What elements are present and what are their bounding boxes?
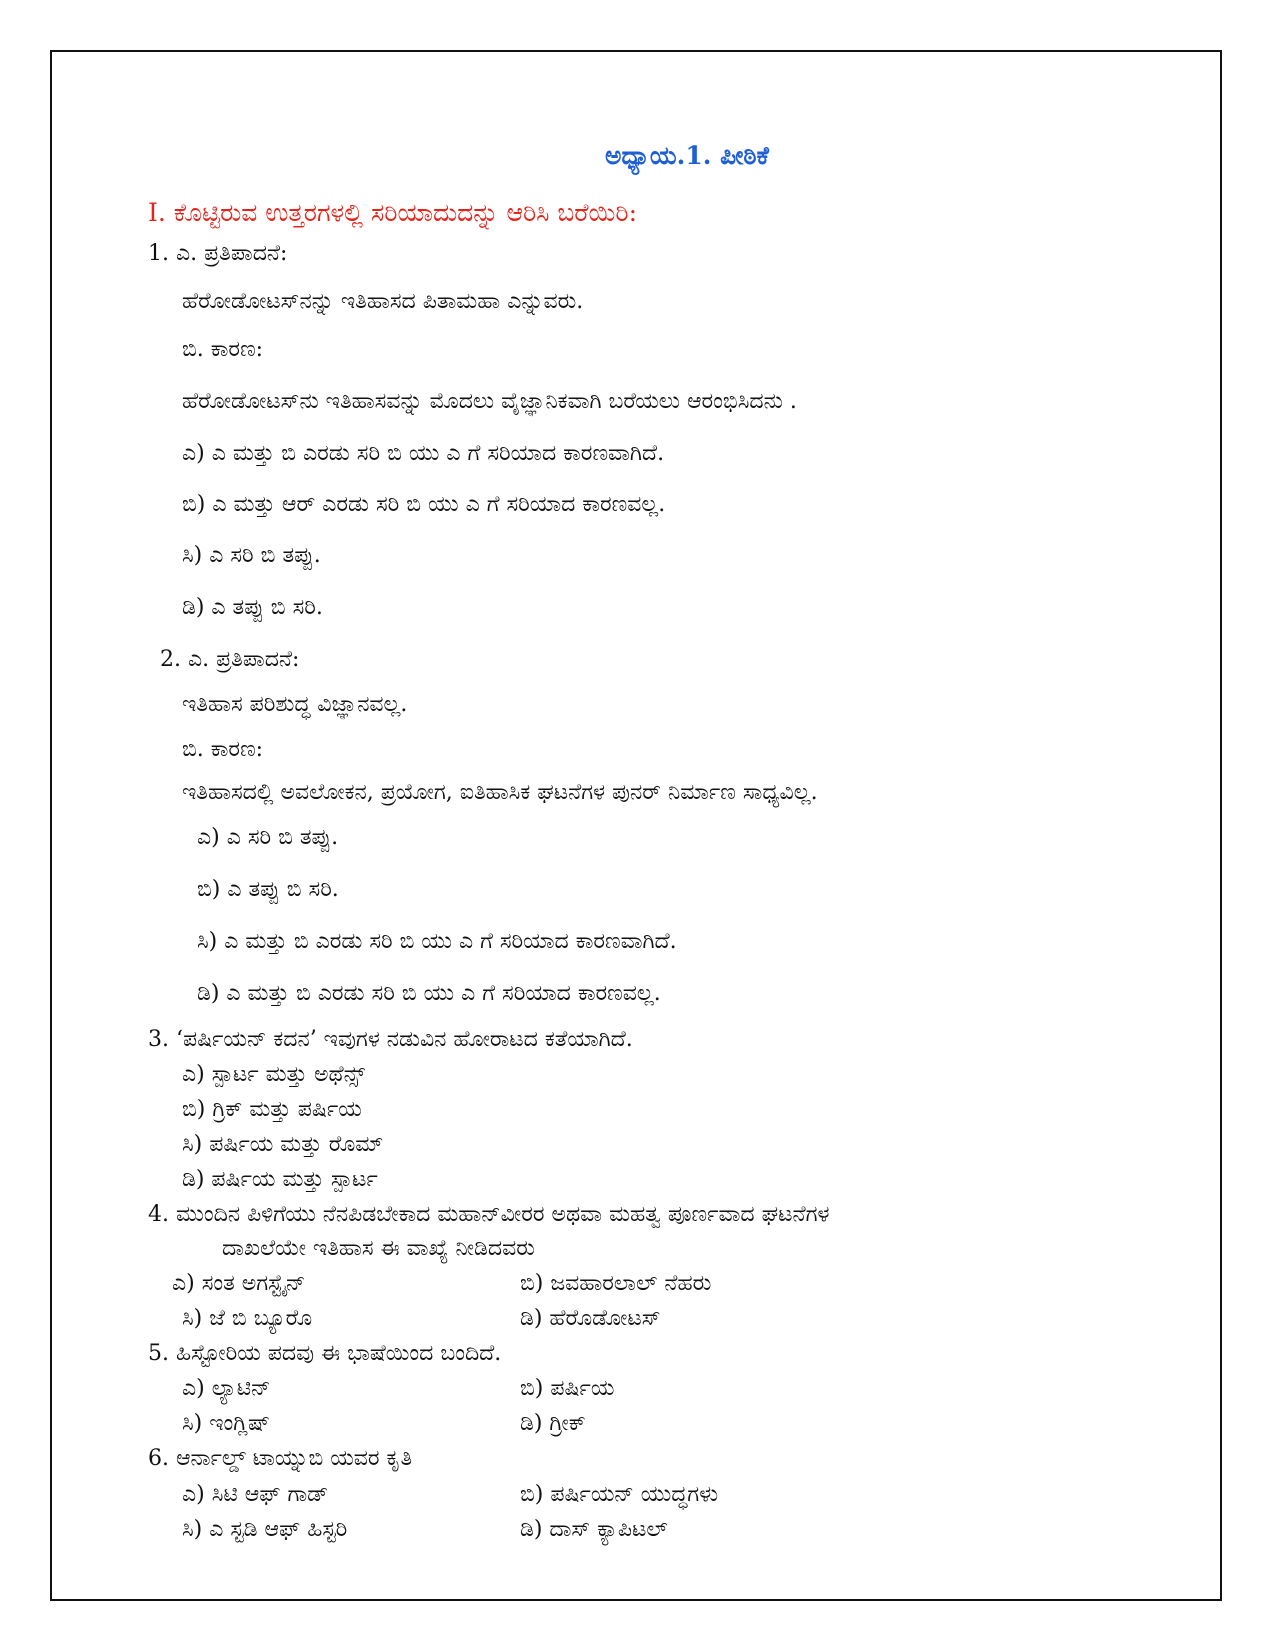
q1-reason-label: ಬಿ. ಕಾರಣ:: [182, 337, 264, 362]
q3-option: ಬಿ) ಗ್ರಿಕ್ ಮತ್ತು ಪರ್ಷಿಯ: [182, 1097, 362, 1122]
q4-option: ಬಿ) ಜವಹಾರಲಾಲ್ ನೆಹರು: [520, 1271, 712, 1296]
q1-option: ಬಿ) ಎ ಮತ್ತು ಆರ್ ಎರಡು ಸರಿ ಬಿ ಯು ಎ ಗೆ ಸರಿಯಾದ ಕಾರಣವಲ್ಲ.: [182, 492, 666, 517]
q1-option: ಸಿ) ಎ ಸರಿ ಬಿ ತಪ್ಪು.: [182, 543, 321, 568]
q6-option: ಸಿ) ಎ ಸ್ಟಡಿ ಆಫ್ ಹಿಸ್ಟರಿ: [182, 1517, 348, 1542]
q6-option: ಎ) ಸಿಟಿ ಆಫ್ ಗಾಡ್: [182, 1482, 329, 1507]
section-heading: I. ಕೊಟ್ಟಿರುವ ಉತ್ತರಗಳಲ್ಲಿ ಸರಿಯಾದುದನ್ನು ಆರಿಸಿ ಬರೆಯಿರಿ:: [148, 198, 638, 227]
q5-question: 5. ಹಿಸ್ಟೋರಿಯ ಪದವು ಈ ಭಾಷೆಯಿಂದ ಬಂದಿದೆ.: [148, 1341, 502, 1366]
q1-assertion: ಹೆರೋಡೋಟಸ್‌ನನ್ನು ಇತಿಹಾಸದ ಪಿತಾಮಹಾ ಎನ್ನುವರು.: [182, 289, 584, 314]
q6-question: 6. ಆರ್ನಾಲ್ಡ್ ಟಾಯ್ನುಬಿ ಯವರ ಕೃತಿ: [148, 1446, 413, 1471]
q1-reason: ಹೆರೋಡೋಟಸ್‌ನು ಇತಿಹಾಸವನ್ನು ಮೊದಲು ವೈಜ್ಞಾನಿಕವಾಗಿ ಬರೆಯಲು ಆರಂಭಿಸಿದನು .: [182, 389, 797, 414]
q5-option: ಎ) ಲ್ಯಾಟಿನ್: [182, 1376, 271, 1401]
q4-question-cont: ದಾಖಲೆಯೇ ಇತಿಹಾಸ ಈ ವಾಖ್ಯೆ ನೀಡಿದವರು: [222, 1236, 535, 1261]
q5-option: ಡಿ) ಗ್ರೀಕ್: [520, 1411, 586, 1436]
q2-reason: ಇತಿಹಾಸದಲ್ಲಿ ಅವಲೋಕನ, ಪ್ರಯೋಗ, ಐತಿಹಾಸಿಕ ಘಟನೆಗಳ ಪುನರ್ ನಿರ್ಮಾಣ ಸಾಧ್ಯವಿಲ್ಲ.: [182, 780, 818, 805]
q2-option: ಸಿ) ಎ ಮತ್ತು ಬಿ ಎರಡು ಸರಿ ಬಿ ಯು ಎ ಗೆ ಸರಿಯಾದ ಕಾರಣವಾಗಿದೆ.: [197, 929, 677, 954]
q4-option: ಸಿ) ಜೆ ಬಿ ಬ್ಯೂರೊ: [182, 1306, 313, 1331]
q5-option: ಬಿ) ಪರ್ಷಿಯ: [520, 1376, 615, 1401]
q2-assertion: ಇತಿಹಾಸ ಪರಿಶುದ್ಧ ವಿಜ್ಞಾನವಲ್ಲ.: [182, 692, 408, 717]
q3-option: ಡಿ) ಪರ್ಷಿಯ ಮತ್ತು ಸ್ಪಾರ್ಟ: [182, 1167, 378, 1192]
q4-option: ಎ) ಸಂತ ಅಗಸ್ಟೈನ್: [172, 1271, 306, 1296]
q2-option: ಬಿ) ಎ ತಪ್ಪು ಬಿ ಸರಿ.: [197, 877, 339, 902]
chapter-title: ಅಧ್ಯಾಯ.1. ಪೀಠಿಕೆ: [605, 141, 769, 170]
q2-option: ಡಿ) ಎ ಮತ್ತು ಬಿ ಎರಡು ಸರಿ ಬಿ ಯು ಎ ಗೆ ಸರಿಯಾದ ಕಾರಣವಲ್ಲ.: [197, 981, 661, 1006]
q2-assertion-label: 2. ಎ. ಪ್ರತಿಪಾದನೆ:: [160, 647, 300, 672]
q1-assertion-label: 1. ಎ. ಪ್ರತಿಪಾದನೆ:: [148, 241, 288, 266]
q3-question: 3. ‘ಪರ್ಷಿಯನ್ ಕದನ’ ಇವುಗಳ ನಡುವಿನ ಹೋರಾಟದ ಕತೆಯಾಗಿದೆ.: [148, 1027, 633, 1052]
q6-option: ಡಿ) ದಾಸ್ ಕ್ಯಾಪಿಟಲ್: [520, 1517, 668, 1542]
q1-option: ಡಿ) ಎ ತಪ್ಪು ಬಿ ಸರಿ.: [182, 595, 323, 620]
q2-option: ಎ) ಎ ಸರಿ ಬಿ ತಪ್ಪು.: [197, 825, 339, 850]
q1-option: ಎ) ಎ ಮತ್ತು ಬಿ ಎರಡು ಸರಿ ಬಿ ಯು ಎ ಗೆ ಸರಿಯಾದ ಕಾರಣವಾಗಿದೆ.: [182, 441, 665, 466]
q6-option: ಬಿ) ಪರ್ಷಿಯನ್ ಯುದ್ಧಗಳು: [520, 1482, 719, 1507]
q5-option: ಸಿ) ಇಂಗ್ಲಿಷ್: [182, 1411, 271, 1436]
q4-question: 4. ಮುಂದಿನ ಪಿಳಿಗೆಯು ನೆನಪಿಡಬೇಕಾದ ಮಹಾನ್‌ವೀರರ ಅಥವಾ ಮಹತ್ವ ಪೂರ್ಣವಾದ ಘಟನೆಗಳ: [148, 1202, 830, 1227]
q4-option: ಡಿ) ಹೆರೊಡೋಟಸ್: [520, 1306, 661, 1331]
q3-option: ಸಿ) ಪರ್ಷಿಯ ಮತ್ತು ರೊಮ್: [182, 1132, 384, 1157]
q2-reason-label: ಬಿ. ಕಾರಣ:: [182, 737, 264, 762]
q3-option: ಎ) ಸ್ಪಾರ್ಟ ಮತ್ತು ಅಥೆನ್ಸ್: [182, 1062, 366, 1087]
